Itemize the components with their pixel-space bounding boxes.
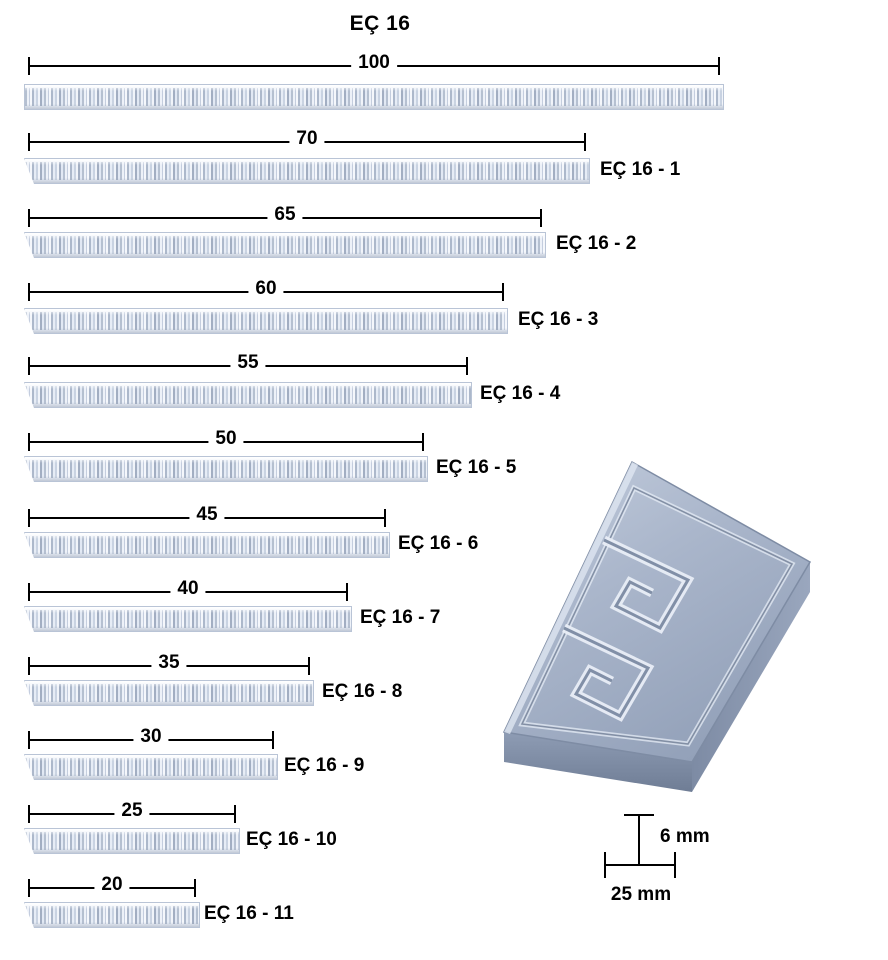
product-code-label: EÇ 16 - 4 xyxy=(480,383,561,404)
thickness-dimension xyxy=(598,808,778,918)
moulding-strip xyxy=(24,158,590,184)
moulding-strip xyxy=(24,828,240,854)
moulding-strip xyxy=(24,84,724,110)
dimension-value: 35 xyxy=(151,652,186,674)
strip-highlight xyxy=(25,85,723,91)
dimension-cap-left xyxy=(28,433,30,451)
strip-shadow xyxy=(25,922,199,927)
moulding-strip xyxy=(24,532,390,558)
dimension-line xyxy=(28,504,386,526)
dimension-value: 25 xyxy=(114,800,149,822)
width-label: 25 mm xyxy=(610,884,672,905)
dimension-cap-right xyxy=(584,133,586,151)
dimension-cap-left xyxy=(28,657,30,675)
width-left-cap xyxy=(604,852,606,878)
width-horizontal-line xyxy=(604,864,676,866)
dimension-value: 40 xyxy=(170,578,205,600)
dimension-value: 65 xyxy=(267,204,302,226)
strip-shadow xyxy=(25,626,351,631)
dimension-value: 60 xyxy=(248,278,283,300)
strip-highlight xyxy=(25,309,507,315)
dimension-value: 30 xyxy=(133,726,168,748)
dimension-value: 55 xyxy=(230,352,265,374)
strip-shadow xyxy=(25,700,313,705)
strip-shadow xyxy=(25,252,545,257)
dimension-cap-left xyxy=(28,583,30,601)
dimension-line xyxy=(28,204,542,226)
product-code-label: EÇ 16 - 10 xyxy=(246,829,337,850)
strip-highlight xyxy=(25,233,545,239)
thickness-top-cap xyxy=(624,814,654,816)
dimension-line xyxy=(28,652,310,674)
strip-shadow xyxy=(25,104,723,109)
dimension-cap-left xyxy=(28,805,30,823)
strip-shadow xyxy=(25,328,507,333)
dimension-cap-right xyxy=(234,805,236,823)
strip-highlight xyxy=(25,159,589,165)
thickness-vertical-line xyxy=(638,814,640,864)
dimension-line xyxy=(28,578,348,600)
strip-highlight xyxy=(25,681,313,687)
product-code-label: EÇ 16 - 5 xyxy=(436,457,517,478)
dimension-value: 50 xyxy=(208,428,243,450)
moulding-strip xyxy=(24,456,428,482)
strip-shadow xyxy=(25,552,389,557)
moulding-strip xyxy=(24,680,314,706)
greek-key-moulding-3d-sample xyxy=(492,432,822,792)
dimension-cap-left xyxy=(28,509,30,527)
dimension-cap-left xyxy=(28,879,30,897)
strip-shadow xyxy=(25,476,427,481)
strip-highlight xyxy=(25,829,239,835)
strip-highlight xyxy=(25,607,351,613)
strip-highlight xyxy=(25,457,427,463)
strip-highlight xyxy=(25,903,199,909)
dimension-line xyxy=(28,800,236,822)
dimension-cap-right xyxy=(502,283,504,301)
strip-highlight xyxy=(25,383,471,389)
product-code-label: EÇ 16 - 11 xyxy=(204,903,294,924)
dimension-cap-right xyxy=(422,433,424,451)
product-code-label: EÇ 16 - 8 xyxy=(322,681,403,702)
width-right-cap xyxy=(674,852,676,878)
dimension-line xyxy=(28,874,196,896)
dimension-cap-left xyxy=(28,57,30,75)
moulding-strip xyxy=(24,232,546,258)
dimension-cap-right xyxy=(540,209,542,227)
product-code-label: EÇ 16 - 3 xyxy=(518,309,599,330)
dimension-cap-right xyxy=(308,657,310,675)
strip-shadow xyxy=(25,848,239,853)
product-code-label: EÇ 16 - 9 xyxy=(284,755,365,776)
dimension-cap-left xyxy=(28,209,30,227)
dimension-cap-right xyxy=(346,583,348,601)
dimension-value: 45 xyxy=(189,504,224,526)
strip-shadow xyxy=(25,774,277,779)
dimension-line xyxy=(28,128,586,150)
moulding-strip xyxy=(24,308,508,334)
dimension-line xyxy=(28,352,468,374)
dimension-cap-left xyxy=(28,283,30,301)
strip-highlight xyxy=(25,533,389,539)
dimension-cap-right xyxy=(194,879,196,897)
dimension-line xyxy=(28,52,720,74)
dimension-cap-right xyxy=(718,57,720,75)
strip-shadow xyxy=(25,178,589,183)
dimension-cap-left xyxy=(28,133,30,151)
product-code-label: EÇ 16 - 6 xyxy=(398,533,479,554)
product-code-label: EÇ 16 - 7 xyxy=(360,607,441,628)
strip-highlight xyxy=(25,755,277,761)
moulding-strip xyxy=(24,382,472,408)
strip-shadow xyxy=(25,402,471,407)
dimension-cap-right xyxy=(466,357,468,375)
product-code-label: EÇ 16 - 2 xyxy=(556,233,637,254)
dimension-cap-left xyxy=(28,731,30,749)
dimension-line xyxy=(28,428,424,450)
dimension-line xyxy=(28,726,274,748)
dimension-line xyxy=(28,278,504,300)
moulding-strip xyxy=(24,902,200,928)
page-title: EÇ 16 xyxy=(349,12,411,35)
dimension-value: 70 xyxy=(289,128,324,150)
dimension-value: 20 xyxy=(94,874,129,896)
moulding-strip xyxy=(24,606,352,632)
dimension-cap-right xyxy=(384,509,386,527)
thickness-label: 6 mm xyxy=(660,826,710,847)
product-code-label: EÇ 16 - 1 xyxy=(600,159,681,180)
moulding-strip xyxy=(24,754,278,780)
dimension-value: 100 xyxy=(351,52,397,74)
dimension-cap-right xyxy=(272,731,274,749)
dimension-cap-left xyxy=(28,357,30,375)
